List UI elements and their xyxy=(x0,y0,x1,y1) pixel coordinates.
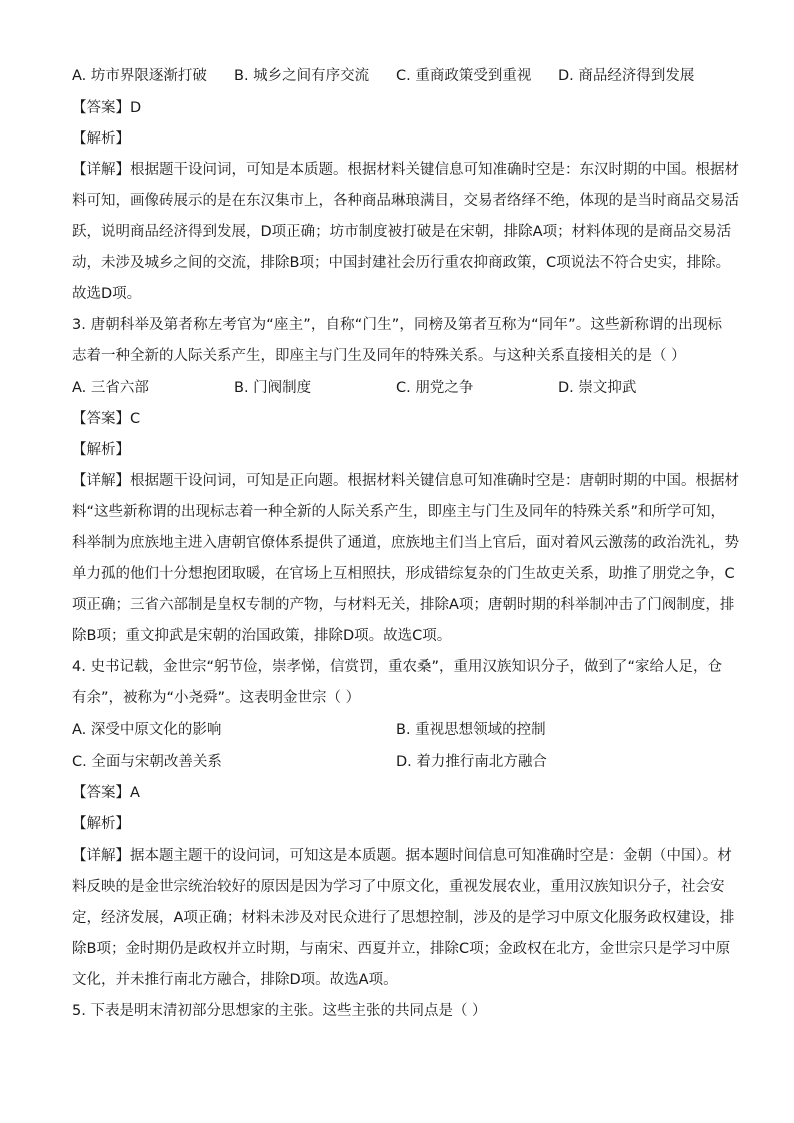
q4-stem-line: 4. 史书记载，金世宗“躬节俭，崇孝悌，信赏罚，重农桑”，重用汉族知识分子，做到了“家给人足，仓 xyxy=(72,659,722,675)
q3-option-d: D. 崇文抑武 xyxy=(558,380,637,396)
q2-detail-line: 动，未涉及城乡之间的交流，排除B项；中国封建社会历行重农抑商政策，C项说法不符合史实，排除。 xyxy=(72,255,731,271)
q2-option-a: A. 坊市界限逐渐打破 xyxy=(72,68,207,84)
q2-option-b: B. 城乡之间有序交流 xyxy=(234,68,370,84)
q4-option-d: D. 着力推行南北方融合 xyxy=(396,754,547,770)
q3-detail-line: 料“这些新称谓的出现标志着一种全新的人际关系产生，即座主与门生及同年的特殊关系”和所学可知， xyxy=(72,504,726,520)
q2-detail-line: 料可知，画像砖展示的是在东汉集市上，各种商品琳琅满目，交易者络绎不绝，体现的是当时商品交易活 xyxy=(72,193,739,209)
q3-detail-line: 科举制为庶族地主进入唐朝官僚体系提供了通道，庶族地主们当上官后，面对着风云激荡的政治洗礼，势 xyxy=(72,535,739,551)
q4-answer: 【答案】A xyxy=(72,785,140,801)
q3-stem-line: 3. 唐朝科举及第者称左考官为“座主”，自称“门生”，同榜及第者互称为“同年”。这些新称谓的出现标 xyxy=(72,317,722,333)
q3-detail-line: 除B项；重文抑武是宋朝的治国政策，排除D项。故选C项。 xyxy=(72,628,452,644)
q5-stem-line: 5. 下表是明末清初部分思想家的主张。这些主张的共同点是（ ） xyxy=(72,1003,487,1019)
q4-option-b: B. 重视思想领域的控制 xyxy=(396,722,546,738)
q3-answer: 【答案】C xyxy=(72,411,141,427)
q2-option-d: D. 商品经济得到发展 xyxy=(558,68,695,84)
q4-detail-line: 料反映的是金世宗统治较好的原因是因为学习了中原文化，重视发展农业，重用汉族知识分子，社会安 xyxy=(72,879,725,895)
q2-analysis-label: 【解析】 xyxy=(72,131,130,147)
q3-analysis-label: 【解析】 xyxy=(72,442,130,458)
q3-detail-line: 单力孤的他们十分想抱团取暖，在官场上互相照扶，形成错综复杂的门生故吏关系，助推了朋党之争，C xyxy=(72,566,735,582)
q3-option-b: B. 门阀制度 xyxy=(234,380,312,396)
q2-detail-line: 【详解】根据题干设问词，可知是本质题。根据材料关键信息可知准确时空是：东汉时期的中国。根据材 xyxy=(72,162,739,178)
q2-answer: 【答案】D xyxy=(72,100,142,116)
q3-detail-line: 项正确；三省六部制是皇权专制的产物，与材料无关，排除A项；唐朝时期的科举制冲击了门阀制度，排 xyxy=(72,597,735,613)
q4-detail-line: 定，经济发展，A项正确；材料未涉及对民众进行了思想控制，涉及的是学习中原文化服务政权建设，排 xyxy=(72,910,735,926)
q4-option-c: C. 全面与宋朝改善关系 xyxy=(72,754,222,770)
q4-option-a: A. 深受中原文化的影响 xyxy=(72,722,222,738)
q3-detail-line: 【详解】根据题干设问词，可知是正向题。根据材料关键信息可知准确时空是：唐朝时期的中国。根据材 xyxy=(72,473,739,489)
q3-option-a: A. 三省六部 xyxy=(72,380,149,396)
q4-detail-line: 除B项；金时期仍是政权并立时期，与南宋、西夏并立，排除C项；金政权在北方，金世宗只是学习中原 xyxy=(72,941,731,957)
q2-option-c: C. 重商政策受到重视 xyxy=(396,68,532,84)
q4-analysis-label: 【解析】 xyxy=(72,816,130,832)
q3-stem-line: 志着一种全新的人际关系产生，即座主与门生及同年的特殊关系。与这种关系直接相关的是（ ） xyxy=(72,348,686,364)
q4-detail-line: 【详解】据本题主题干的设问词，可知这是本质题。据本题时间信息可知准确时空是：金朝（中国）。材 xyxy=(72,848,732,864)
q2-detail-line: 故选D项。 xyxy=(72,286,142,302)
q2-detail-line: 跃，说明商品经济得到发展，D项正确；坊市制度被打破是在宋朝，排除A项；材料体现的是商品交易活 xyxy=(72,224,732,240)
q4-stem-line: 有余”，被称为“小尧舜”。这表明金世宗（ ） xyxy=(72,690,361,706)
q4-detail-line: 文化，并未推行南北方融合，排除D项。故选A项。 xyxy=(72,972,398,988)
q3-option-c: C. 朋党之争 xyxy=(396,380,474,396)
